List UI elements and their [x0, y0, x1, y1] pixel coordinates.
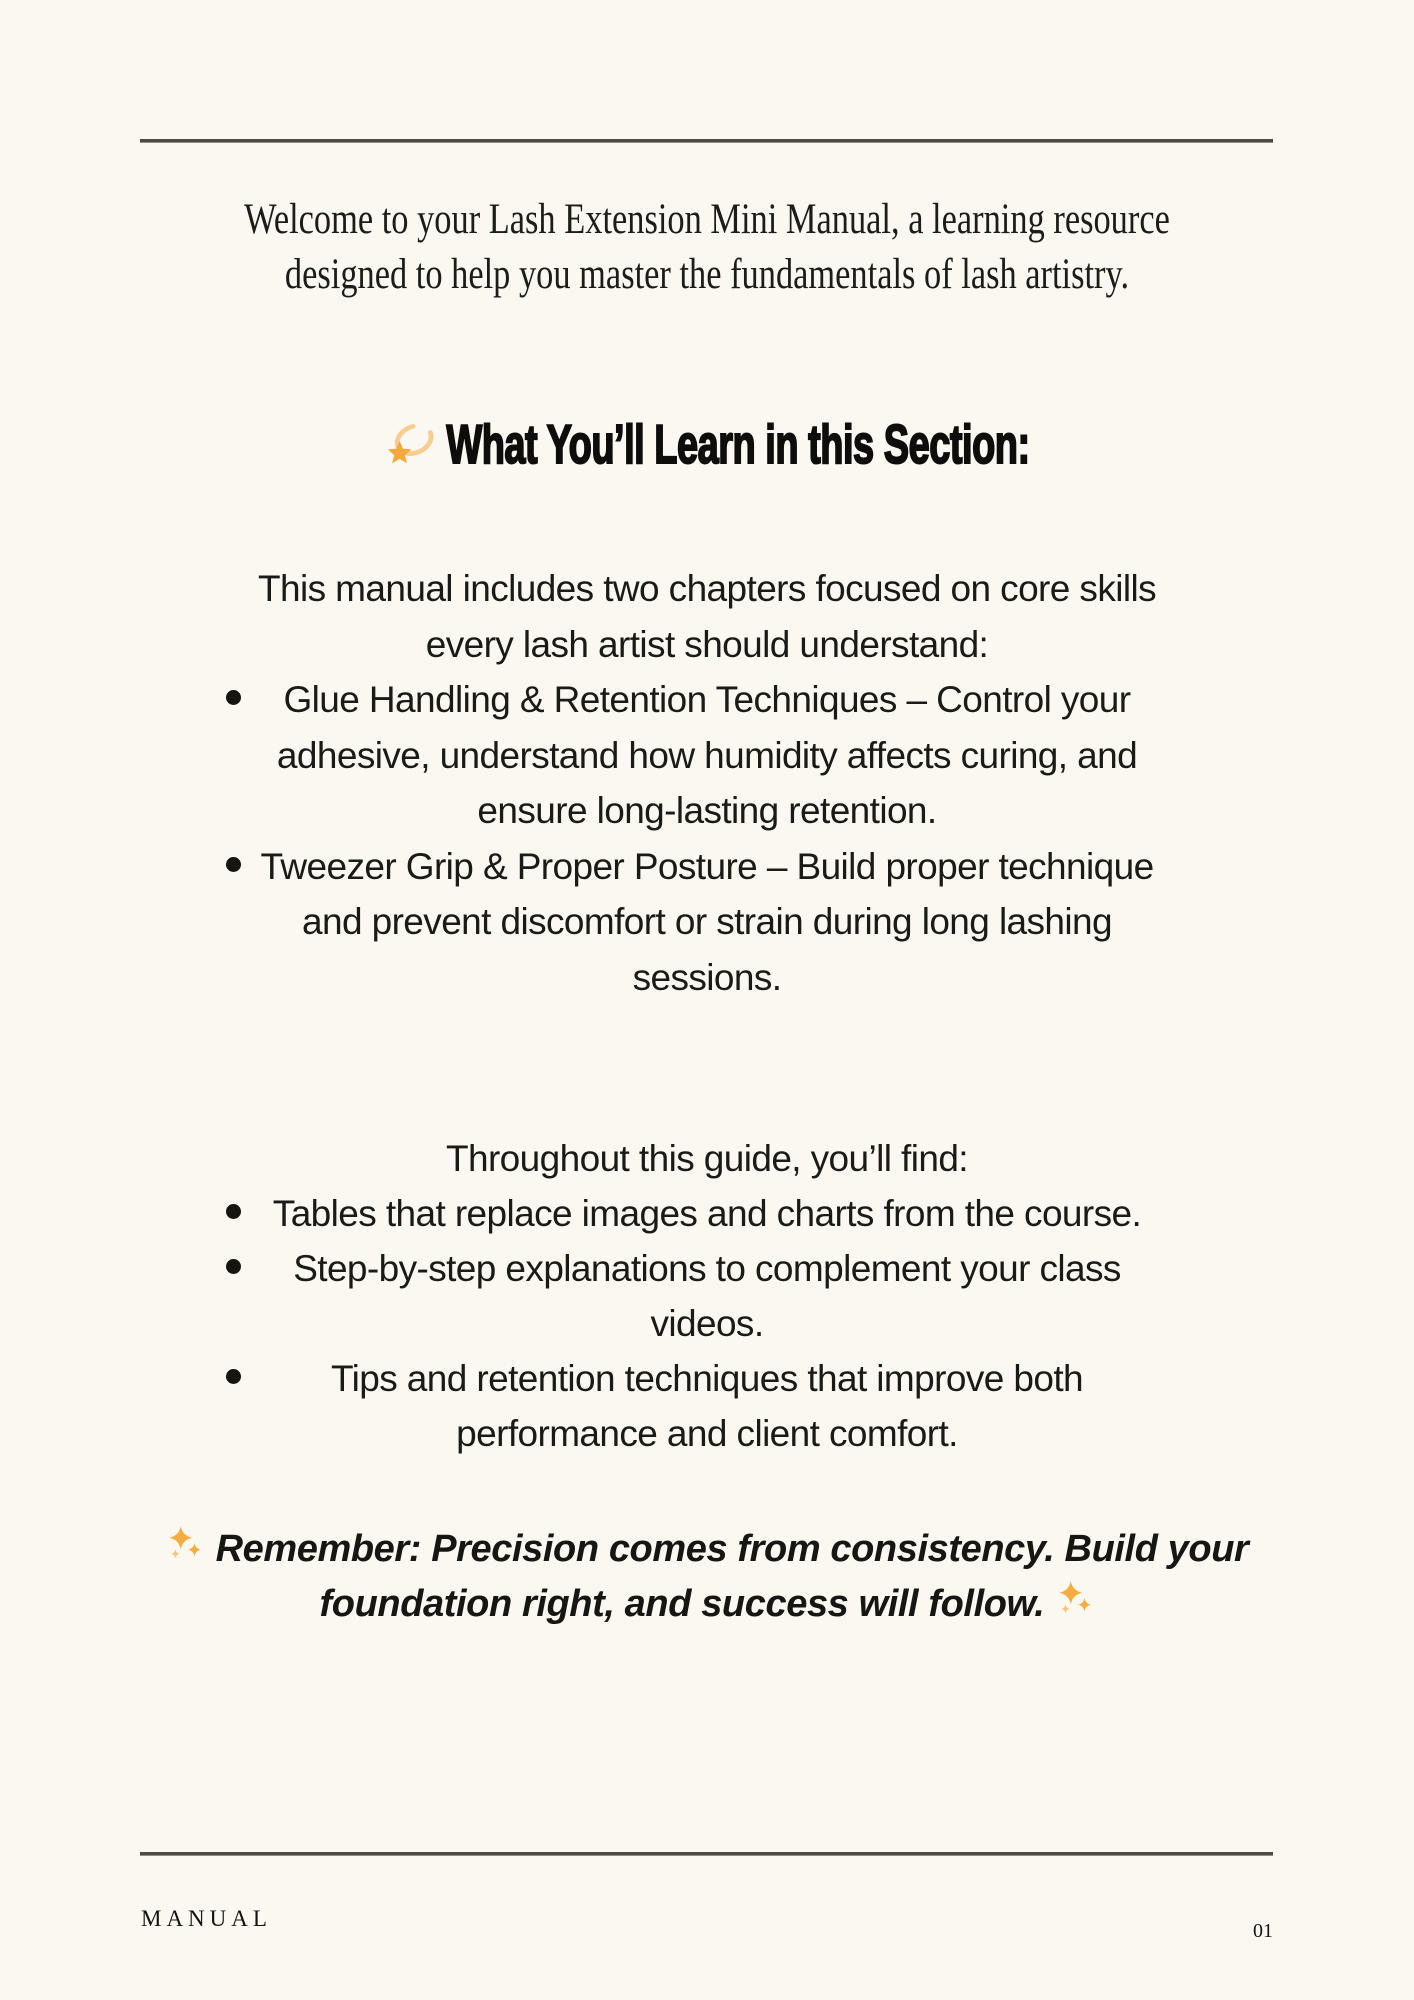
bullet-line: videos. — [650, 1303, 764, 1344]
bullet-line: and prevent discomfort or strain during long lashing — [302, 901, 1112, 942]
bullet-line: sessions. — [632, 956, 782, 998]
bullet-line: Tables that replace images and charts from the course. — [272, 1193, 1142, 1234]
page-number: 01 — [1253, 1920, 1273, 1942]
overview-line: every lash artist should understand: — [425, 623, 989, 665]
bullet-dot — [226, 1369, 241, 1384]
overview-paragraph — [0, 561, 1414, 1005]
section-heading — [0, 414, 1414, 480]
intro-paragraph — [0, 192, 1414, 302]
bullet-line: performance and client comfort. — [456, 1413, 958, 1454]
sparkles-icon — [166, 1522, 204, 1577]
bullet-dot — [226, 1204, 241, 1219]
reminder-line: Remember: Precision comes from consistency. Build your — [215, 1528, 1249, 1570]
bullet-line: adhesive, understand how humidity affects curing, and — [276, 734, 1138, 776]
footer-divider — [140, 1852, 1273, 1856]
bullet-line: ensure long-lasting retention. — [477, 790, 937, 831]
reminder — [0, 1522, 1414, 1632]
bullet-dot — [226, 690, 241, 705]
reminder-line: foundation right, and success will follow. — [319, 1583, 1045, 1625]
guide-section — [0, 1131, 1414, 1461]
intro-line: Welcome to your Lash Extension Mini Manual, a learning resource — [244, 196, 1170, 243]
guide-intro-line: Throughout this guide, you’ll find: — [445, 1138, 968, 1179]
top-divider — [140, 139, 1273, 143]
footer-label: MANUAL — [141, 1906, 272, 1931]
overview-line: This manual includes two chapters focused on core skills — [257, 568, 1156, 609]
section-title: What You’ll Learn in this Section: — [446, 414, 1030, 476]
bullet-line: Step-by-step explanations to complement your class — [293, 1248, 1121, 1289]
bullet-line: Tweezer Grip & Proper Posture – Build proper technique — [260, 845, 1154, 887]
sparkles-icon — [1056, 1577, 1094, 1632]
intro-line: designed to help you master the fundamentals of lash artistry. — [284, 251, 1130, 298]
bullet-line: Tips and retention techniques that improve both — [330, 1358, 1084, 1399]
bullet-line: Glue Handling & Retention Techniques – Control your — [283, 679, 1131, 720]
bullet-dot — [226, 857, 241, 872]
bullet-dot — [226, 1259, 241, 1274]
dizzy-star-icon — [384, 421, 436, 478]
